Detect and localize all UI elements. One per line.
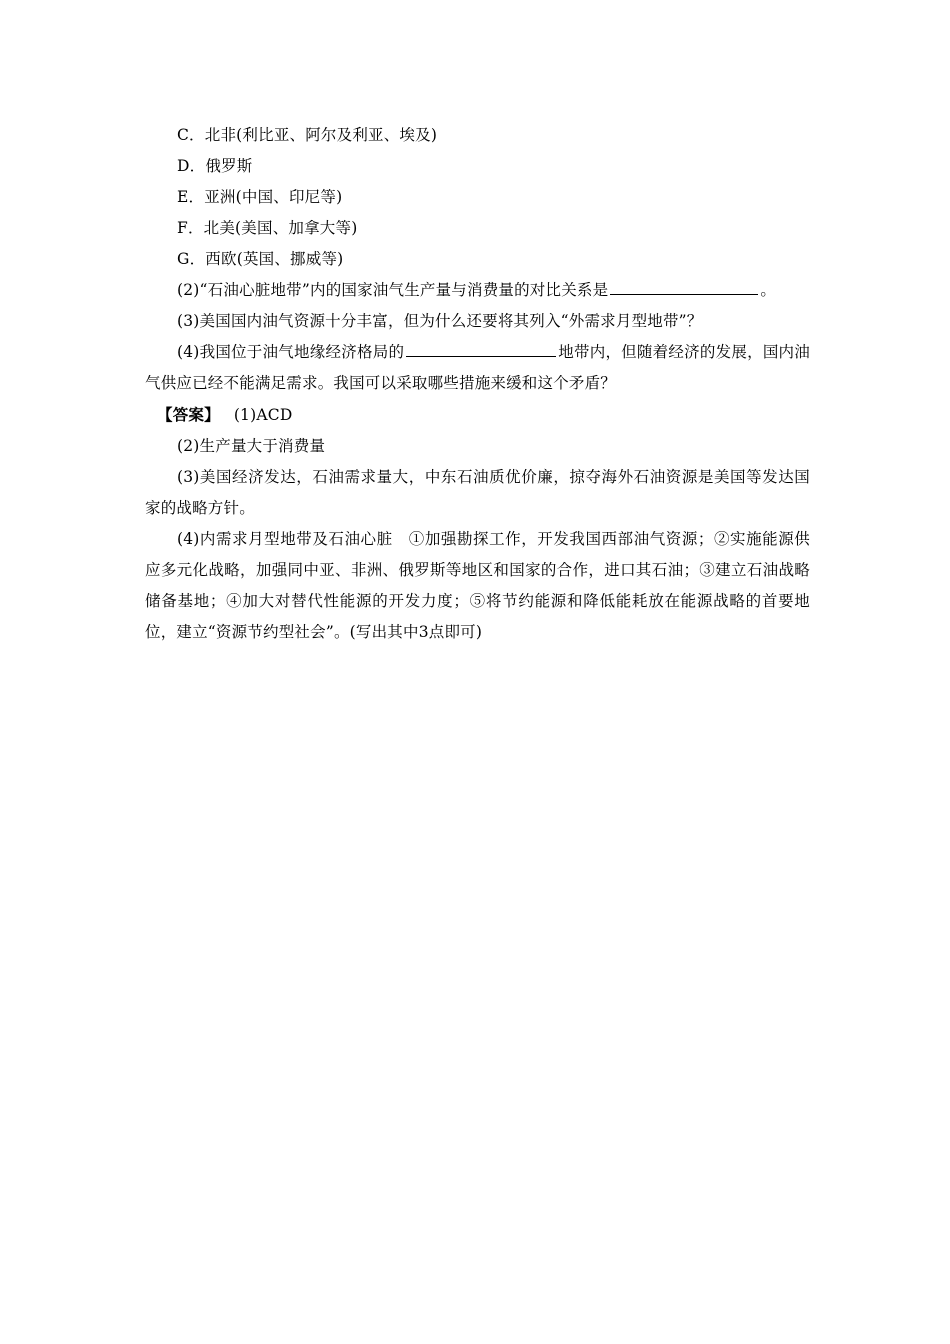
answer-2: (2)生产量大于消费量 bbox=[177, 437, 326, 455]
option-c: C．北非(利比亚、阿尔及利亚、埃及) bbox=[177, 126, 438, 144]
answer-blank bbox=[610, 293, 758, 295]
option-g: G．西欧(英国、挪威等) bbox=[177, 250, 344, 268]
question-content bbox=[145, 120, 810, 648]
answer-4: (4)内需求月型地带及石油心脏 ①加强勘探工作，开发我国西部油气资源；②实施能源供应多元化战略，加强同中亚、非洲、俄罗斯等地区和国家的合作，进口其石油；③建立石油战略储备基地；④加大对替代性能源的开发力度；⑤将节约能源和降低能耗放在能源战略的首要地位，建立“资源节约型社会”。(写出其中3点即可) bbox=[145, 530, 810, 641]
answer-1: (1)ACD bbox=[233, 406, 293, 424]
answer-heading bbox=[145, 399, 810, 431]
option-f: F．北美(美国、加拿大等) bbox=[177, 219, 358, 237]
question-2: (2)“石油心脏地带”内的国家油气生产量与消费量的对比关系是 。 bbox=[177, 281, 777, 299]
question-3: (3)美国国内油气资源十分丰富，但为什么还要将其列入“外需求月型地带”？ bbox=[177, 312, 703, 330]
option-e: E．亚洲(中国、印尼等) bbox=[177, 188, 343, 206]
answer-3: (3)美国经济发达，石油需求量大，中东石油质优价廉，掠夺海外石油资源是美国等发达国家的战略方针。 bbox=[145, 468, 810, 517]
answer-tag: 【答案】 bbox=[157, 405, 220, 424]
option-d: D．俄罗斯 bbox=[177, 157, 253, 175]
question-4: (4)我国位于油气地缘经济格局的 地带内，但随着经济的发展，国内油气供应已经不能满足需求。我国可以采取哪些措施来缓和这个矛盾？ bbox=[145, 343, 810, 392]
answer-blank bbox=[406, 355, 556, 357]
